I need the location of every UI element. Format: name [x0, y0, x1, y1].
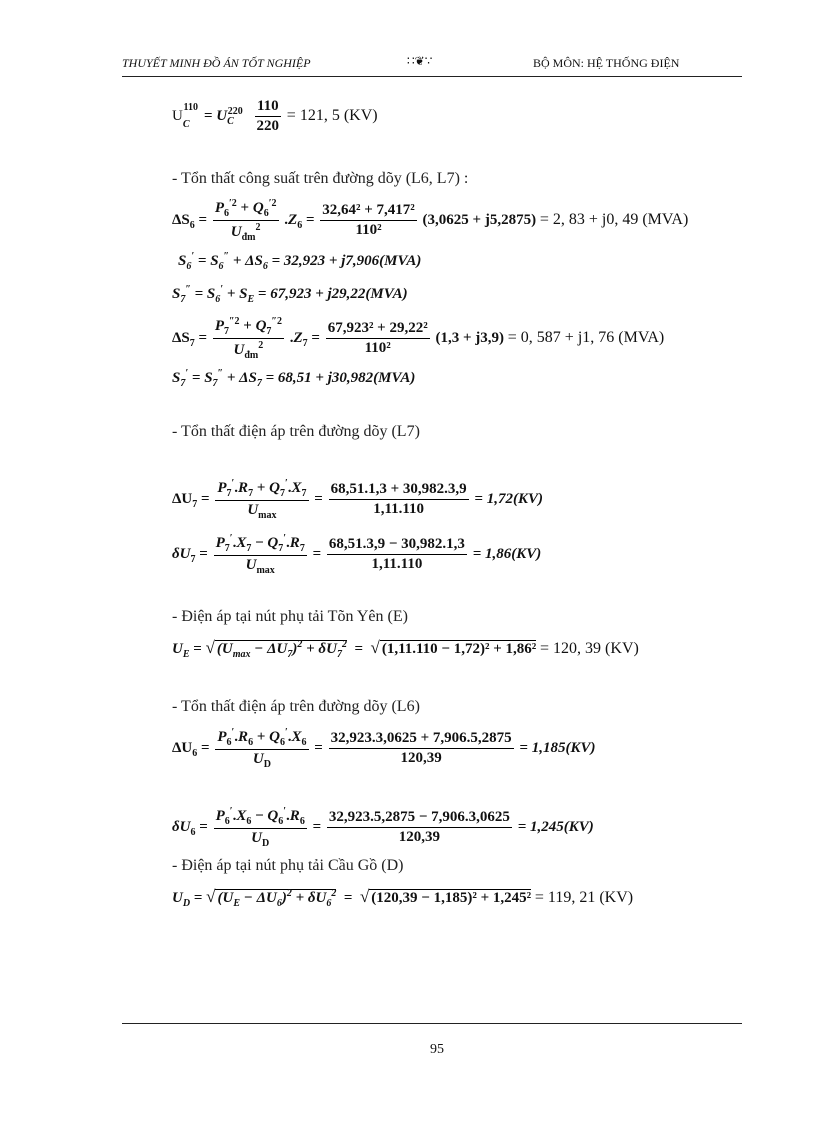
- eq-delta-s6: $\Delta S_6$ = $\frac{P_6^{'2} + Q_6^{'2}}{U_{đm}^2}$ $.Z_6$ = $\frac{\text{32,64² + 7,417²}}{\text{110²}}$ (3,0625 + j5,2875) = 2, 83 + j0, 49 (MVA): [172, 198, 689, 243]
- eq10-result: = 1,245(KV): [517, 818, 594, 835]
- eq-delta-u7: $\Delta U_7$ = $\frac{P_7'.R_7 + Q_7'.X_7}{U_{max}}$ = $\frac{68,51.1,3 + 30,982.3,9}{1,11.110}$ = 1,72(KV): [172, 478, 543, 521]
- eq4-z: (1,3 + j3,9): [435, 329, 505, 346]
- eq11-inner: (120,39 − 1,185)² + 1,245²: [371, 890, 532, 906]
- header-right: BỘ MÔN: HỆ THỐNG ĐIỆN: [533, 56, 680, 70]
- eq-ue: $U_E$ = √ $(U_{max} - \Delta U_7)^2 + \delta U_7^2$ = √ (1,11.110 − 1,72)² + 1,86² = 120, 39 (KV): [172, 638, 639, 660]
- eq4-den: 110²: [364, 340, 391, 356]
- eq8-inner: (1,11.110 − 1,72)² + 1,86²: [381, 641, 537, 657]
- eq5-rhs: = 68,51 + j30,982(MVA): [265, 370, 416, 386]
- eq-uc110: $U_C^{110}= U_C^{220}$ $\frac{110}{220}$ = 121, 5 (KV): [172, 98, 378, 134]
- footer-rule: [122, 1023, 742, 1024]
- eq0-result: = 121, 5 (KV): [286, 106, 378, 124]
- header-left: THUYẾT MINH ĐỒ ÁN TỐT NGHIỆP: [122, 56, 311, 70]
- eq10-den: 120,39: [398, 829, 441, 845]
- heading-voltage-node-d: - Điện áp tại nút phụ tải Cầu Gồ (D): [172, 857, 404, 874]
- eq3-rhs: = 67,923 + j29,22(MVA): [257, 286, 408, 302]
- eq4-num: 67,923² + 29,22²: [326, 320, 430, 339]
- heading-voltage-loss-l6: - Tổn thất điện áp trên đường dõy (L6): [172, 698, 420, 715]
- eq6-den: 1,11.110: [373, 501, 425, 517]
- eq-ud: $U_D$ = √ $(U_E - \Delta U_6)^2 + \delta U_6^2$ = √ (120,39 − 1,185)² + 1,245² = 119, 21 (KV): [172, 887, 634, 909]
- eq4-result: = 0, 587 + j1, 76 (MVA): [507, 328, 665, 346]
- page-number: 95: [430, 1042, 444, 1057]
- eq6-num: 68,51.1,3 + 30,982.3,9: [329, 481, 469, 500]
- eq-delta-s7: $\Delta S_7$ = $\frac{P_7^{''2} + Q_7^{''2}}{U_{đm}^2}$ $.Z_7$ = $\frac{\text{67,923² + 29,22²}}{\text{110²}}$ (1,3 + j3,9) = 0, 587 + j1, 76 (MVA): [172, 316, 665, 361]
- eq-delta-small-u6: $\delta U_6$ = $\frac{P_6'.X_6 - Q_6'.R_6}{U_D}$ = $\frac{32,923.5,2875 - 7,906.3,0625}{120,39}$ = 1,245(KV): [172, 806, 594, 849]
- eq1-result: = 2, 83 + j0, 49 (MVA): [539, 210, 689, 228]
- eq-delta-small-u7: $\delta U_7$ = $\frac{P_7'.X_7 - Q_7'.R_7}{U_{max}}$ = $\frac{68,51.3,9 - 30,982.1,3}{1,11.110}$ = 1,86(KV): [172, 533, 542, 576]
- eq2-rhs: = 32,923 + j7,906(MVA): [271, 253, 422, 269]
- eq7-den: 1,11.110: [371, 556, 423, 572]
- eq1-den: 110²: [355, 222, 382, 238]
- heading-voltage-loss-l7: - Tổn thất điện áp trên đường dõy (L7): [172, 423, 420, 440]
- eq1-num: 32,64² + 7,417²: [320, 202, 417, 221]
- eq-s7-prime: $S_7' = S_7'' + \Delta S_7 = 68,51 + j30,982(MVA)$: [172, 368, 416, 389]
- header-ornament-icon: ∷❦∵: [407, 54, 433, 68]
- eq7-num: 68,51.3,9 − 30,982.1,3: [327, 536, 467, 555]
- eq7-result: = 1,86(KV): [472, 545, 542, 562]
- eq6-result: = 1,72(KV): [474, 490, 543, 507]
- eq-s6-prime: $S_6' = S_6'' + \Delta S_6 = 32,923 + j7,906(MVA)$: [178, 251, 422, 272]
- header-rule: [122, 76, 742, 77]
- eq9-den: 120,39: [400, 750, 442, 766]
- heading-power-loss: - Tổn thất công suất trên đường dõy (L6, L7) :: [172, 170, 469, 187]
- eq9-num: 32,923.3,0625 + 7,906.5,2875: [329, 730, 514, 749]
- eq9-result: = 1,185(KV): [519, 739, 596, 756]
- eq1-z: (3,0625 + j5,2875): [422, 211, 537, 228]
- eq11-result: = 119, 21 (KV): [534, 889, 634, 906]
- eq8-result: = 120, 39 (KV): [540, 640, 639, 657]
- heading-voltage-node-e: - Điện áp tại nút phụ tải Tõn Yên (E): [172, 608, 408, 625]
- eq-s7-second: $S_7'' = S_6' + S_E = 67,923 + j29,22(MVA)$: [172, 284, 408, 305]
- eq10-num: 32,923.5,2875 − 7,906.3,0625: [327, 809, 512, 828]
- eq-delta-u6: $\Delta U_6$ = $\frac{P_6'.R_6 + Q_6'.X_6}{U_D}$ = $\frac{32,923.3,0625 + 7,906.5,2875}{120,39}$ = 1,185(KV): [172, 727, 596, 770]
